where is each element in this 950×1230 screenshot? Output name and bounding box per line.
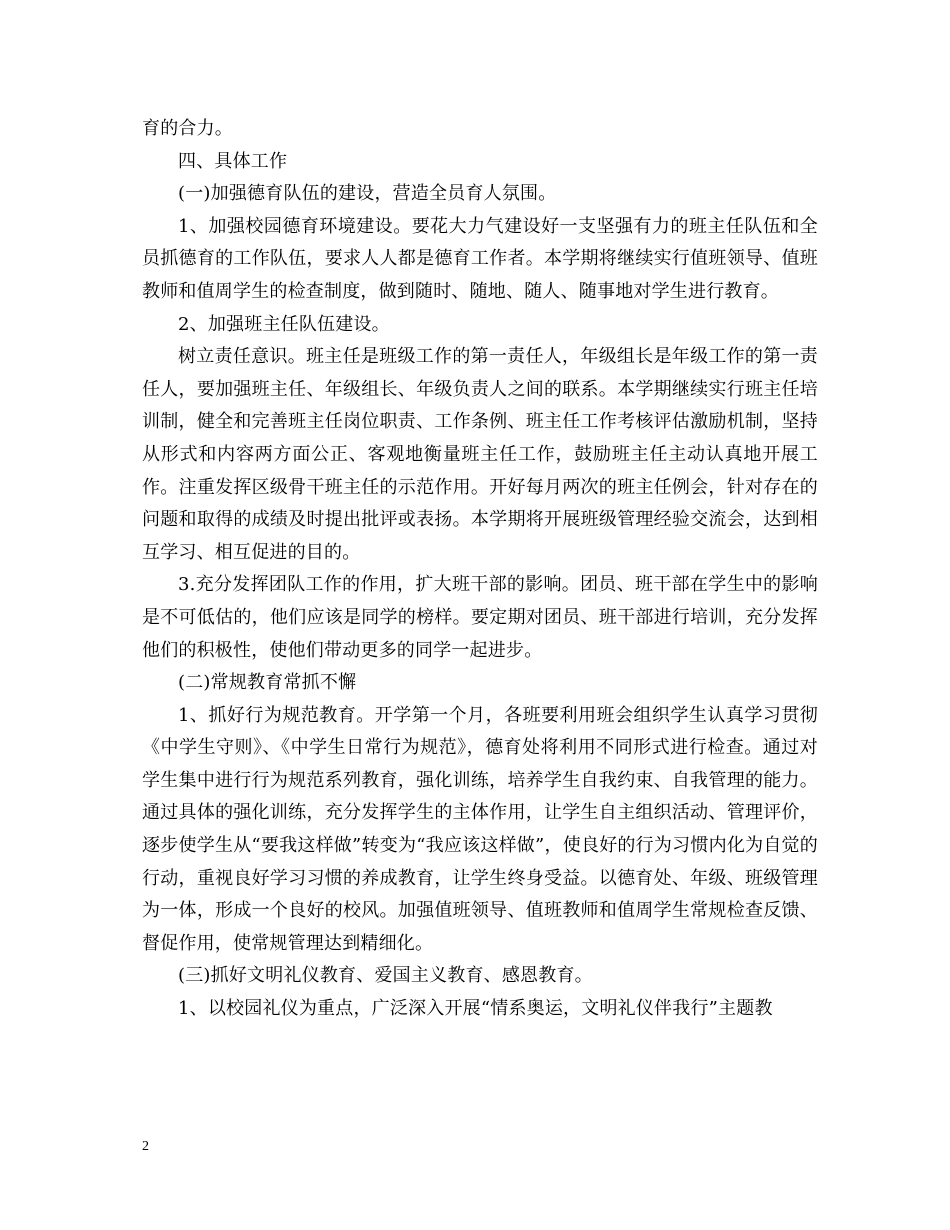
paragraph: 3.充分发挥团队工作的作用，扩大班干部的影响。团员、班干部在学生中的影响是不可低估的，他们应该是同学的榜样。要定期对团员、班干部进行培训，充分发挥他们的积极性，使他们带动更多的同学一起进步。 (142, 574, 818, 661)
paragraph: 四、具体工作 (178, 150, 288, 172)
paragraph: (三)抓好文明礼仪教育、爱国主义教育、感恩教育。 (178, 965, 593, 987)
paragraph: 树立责任意识。班主任是班级工作的第一责任人，年级组长是年级工作的第一责任人，要加强班主任、年级组长、年级负责人之间的联系。本学期继续实行班主任培训制，健全和完善班主任岗位职责、工作条例、班主任工作考核评估激励机制，坚持从形式和内容两方面公正、客观地衡量班主任工作，鼓励班主任主动认真地开展工作。注重发挥区级骨干班主任的示范作用。开好每月两次的班主任例会，针对存在的问题和取得的成绩及时提出批评或表扬。本学期将开展班级管理经验交流会，达到相互学习、相互促进的目的。 (142, 346, 818, 563)
page-number: 2 (142, 1139, 149, 1154)
paragraph: 1、加强校园德育环境建设。要花大力气建设好一支坚强有力的班主任队伍和全员抓德育的工作队伍，要求人人都是德育工作者。本学期将继续实行值班领导、值班教师和值周学生的检查制度，做到随时、随地、随人、随事地对学生进行教育。 (142, 215, 818, 302)
paragraph: 2、加强班主任队伍建设。 (178, 313, 390, 335)
paragraph: (一)加强德育队伍的建设，营造全员育人氛围。 (178, 183, 557, 205)
paragraph: 1、抓好行为规范教育。开学第一个月，各班要利用班会组织学生认真学习贯彻《中学生守则》、《中学生日常行为规范》，德育处将利用不同形式进行检查。通过对学生集中进行行为规范系列教育，强化训练，培养学生自我约束、自我管理的能力。通过具体的强化训练，充分发挥学生的主体作用，让学生自主组织活动、管理评价，逐步使学生从“要我这样做”转变为“我应该这样做”，使良好的行为习惯内化为自觉的行动，重视良好学习习惯的养成教育，让学生终身受益。以德育处、年级、班级管理为一体，形成一个良好的校风。加强值班领导、值班教师和值周学生常规检查反馈、督促作用，使常规管理达到精细化。 (142, 704, 818, 954)
body-text (142, 113, 818, 1026)
paragraph: 1、以校园礼仪为重点，广泛深入开展“情系奥运，文明礼仪伴我行”主题教 (178, 998, 773, 1020)
paragraph: (二)常规教育常抓不懈 (178, 672, 357, 694)
paragraph: 育的合力。 (142, 118, 233, 139)
